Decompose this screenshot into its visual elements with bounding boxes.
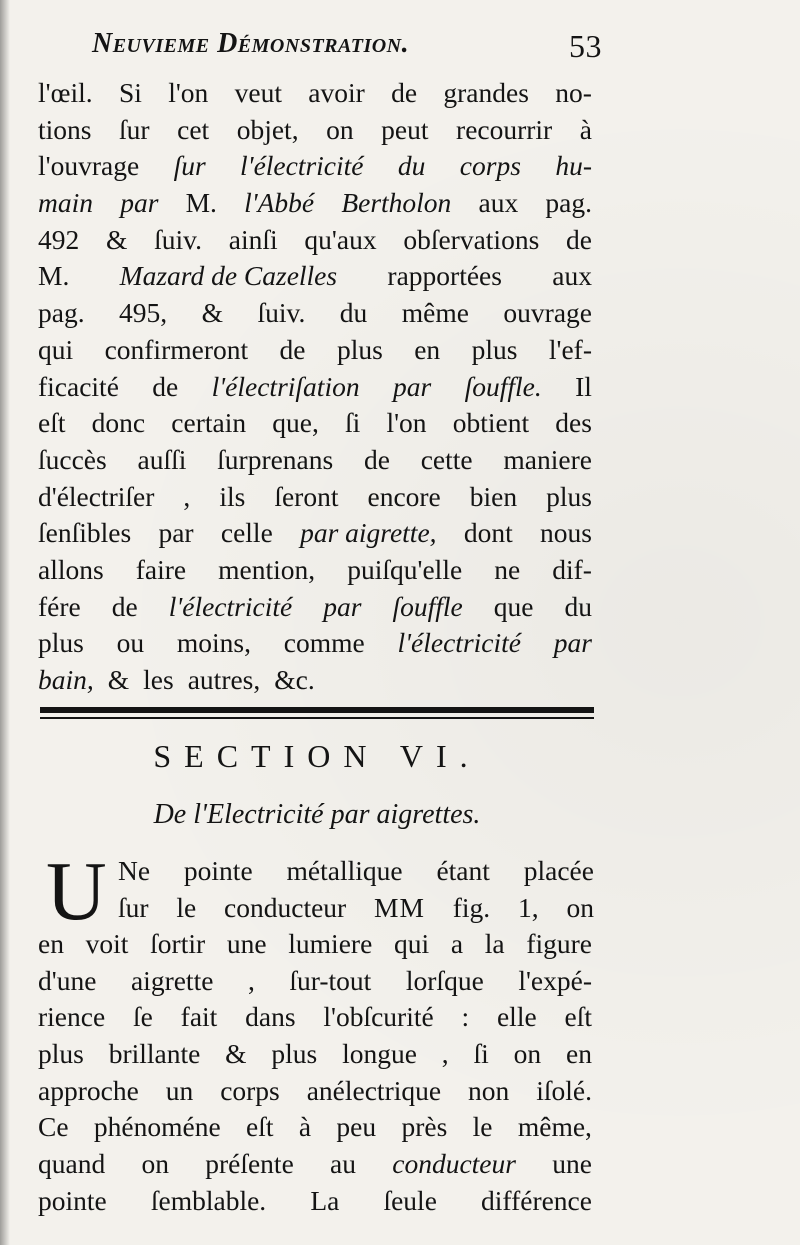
word: on <box>513 1038 542 1070</box>
word: ſur <box>118 891 149 923</box>
word: par <box>553 627 592 659</box>
text-line <box>38 442 592 479</box>
word: l'œil. <box>38 77 93 108</box>
word: une <box>226 928 267 959</box>
word: par <box>120 187 159 219</box>
word: plus <box>38 1038 84 1070</box>
word: recourrir <box>456 113 553 145</box>
word: de <box>111 590 138 622</box>
word: MM <box>374 891 425 923</box>
word: ouvrage <box>503 297 592 329</box>
running-title: Neuvieme Démonstration. <box>92 28 410 59</box>
word: longue <box>342 1038 417 1070</box>
word: & <box>225 1038 247 1070</box>
word: de <box>566 223 592 255</box>
word: Si <box>118 77 142 108</box>
text-line <box>38 222 592 259</box>
text-line <box>38 589 592 626</box>
text-line <box>38 926 592 963</box>
word: de <box>363 443 390 475</box>
word: main <box>38 187 93 219</box>
word: phénoméne <box>93 1111 221 1143</box>
word: métallique <box>286 855 403 886</box>
word: d'électriſer <box>38 480 155 512</box>
word: même, <box>517 1111 592 1143</box>
word: Il <box>575 370 592 402</box>
word: ſe <box>132 1001 153 1033</box>
word: en <box>565 1038 592 1070</box>
text-line <box>38 185 592 222</box>
text-line <box>38 1036 592 1073</box>
word: avoir <box>308 77 365 108</box>
word: dont <box>463 517 513 549</box>
word: M. <box>38 260 70 292</box>
word: eſt <box>246 1111 274 1143</box>
text-line <box>38 332 592 369</box>
section-rule-thin <box>40 717 594 719</box>
text-line <box>38 515 592 552</box>
page-number: 53 <box>569 28 602 64</box>
word: 492 <box>38 223 80 255</box>
word: en <box>38 928 64 959</box>
word: 1, <box>518 891 539 923</box>
section-rule-thick <box>40 707 594 713</box>
word: l'expé- <box>518 964 592 996</box>
word: par <box>392 370 432 402</box>
paragraph-2 <box>38 926 592 1220</box>
word: du <box>564 590 592 622</box>
word: corps <box>220 1074 280 1106</box>
text-line <box>38 625 592 662</box>
word: cet <box>177 113 210 145</box>
word: l'on <box>386 407 427 439</box>
word: pag. <box>38 297 85 329</box>
word: les <box>143 664 174 695</box>
word: eſt <box>38 407 66 439</box>
word: ou <box>116 627 145 659</box>
word: le <box>472 1111 493 1143</box>
word: on <box>326 113 354 145</box>
word: approche <box>38 1074 139 1106</box>
word: fére <box>38 590 81 622</box>
paragraph-2-indented <box>118 853 594 926</box>
word: ſur <box>119 113 150 145</box>
word: qui <box>38 333 74 365</box>
word: peu <box>336 1111 377 1143</box>
word: a <box>450 928 464 959</box>
word: voit <box>85 928 129 959</box>
word: elle <box>496 1001 537 1033</box>
word: fig. <box>452 891 491 923</box>
word: maniere <box>503 443 592 475</box>
text-line <box>38 552 592 589</box>
word: certain <box>171 407 247 439</box>
word: différence <box>481 1184 592 1216</box>
word: l'ouvrage <box>38 150 140 182</box>
word: cette <box>420 443 473 475</box>
word: fait <box>180 1001 218 1033</box>
text-line <box>38 405 592 442</box>
word: eſt <box>564 1001 592 1033</box>
word: ils <box>219 480 246 512</box>
word: rapportées <box>387 260 502 292</box>
text-line <box>38 295 592 332</box>
word: lorſque <box>405 964 484 996</box>
word: pointe <box>38 1184 107 1216</box>
word: corps <box>459 150 521 182</box>
word: plus <box>38 627 84 659</box>
word: du <box>339 297 368 329</box>
word: encore <box>367 480 441 512</box>
text-line <box>38 112 592 149</box>
word: : <box>461 1001 470 1033</box>
word: donc <box>91 407 146 439</box>
word: confirmeront <box>104 333 249 365</box>
word: placée <box>523 855 594 886</box>
word: Mazard de Cazelles <box>119 260 338 292</box>
word: allons <box>38 553 104 585</box>
drop-cap: U <box>46 845 107 938</box>
word: de <box>279 333 306 365</box>
word: lumiere <box>288 928 373 959</box>
word: de <box>391 77 418 108</box>
word: rience <box>38 1001 106 1033</box>
running-head <box>92 28 602 78</box>
word: qui <box>393 928 430 959</box>
text-line <box>38 1073 592 1110</box>
word: dif- <box>552 553 592 585</box>
word: ſurprenans <box>217 443 334 475</box>
word: peut <box>381 113 429 145</box>
text-line <box>38 999 592 1036</box>
word: préſente <box>205 1148 294 1180</box>
word: veut <box>234 77 282 108</box>
word: l'obſcurité <box>323 1001 434 1033</box>
word: même <box>401 297 469 329</box>
gutter-shadow <box>0 0 10 1245</box>
word: ne <box>494 553 521 585</box>
word: La <box>310 1184 340 1216</box>
word: un <box>165 1074 194 1106</box>
word: & <box>201 297 224 329</box>
word: ſur-tout <box>289 964 372 996</box>
word: faire <box>135 553 187 585</box>
word: de <box>152 370 179 402</box>
word: près <box>401 1111 448 1143</box>
word: ſemblable. <box>150 1184 267 1216</box>
text-line <box>38 148 592 185</box>
word: conducteur <box>392 1148 516 1180</box>
word: , <box>247 964 255 996</box>
paragraph-1 <box>38 75 592 699</box>
text-line <box>38 75 592 112</box>
word: bain, <box>38 664 94 695</box>
word: objet, <box>236 113 299 145</box>
text-line <box>38 479 592 516</box>
word: quand <box>38 1148 106 1180</box>
word: ſouffle <box>392 590 463 622</box>
word: autres, <box>187 664 261 695</box>
word: l'électricité <box>240 150 364 182</box>
word: étant <box>436 855 490 886</box>
word: par <box>158 517 194 549</box>
word: Bertholon <box>341 187 452 219</box>
word: , <box>441 1038 449 1070</box>
text-line <box>38 258 592 295</box>
word: nous <box>539 517 592 549</box>
text-line <box>118 853 594 890</box>
word: & <box>106 223 128 255</box>
word: bien <box>469 480 518 512</box>
word: ſouffle. <box>464 370 542 402</box>
word: aux <box>478 187 519 219</box>
word: ſuiv. <box>154 223 203 255</box>
word: brillante <box>108 1038 201 1070</box>
word: en <box>414 333 441 365</box>
word: plus <box>546 480 592 512</box>
word: obtient <box>452 407 530 439</box>
word: la <box>484 928 505 959</box>
word: des <box>555 407 592 439</box>
word: dans <box>245 1001 296 1033</box>
word: mention, <box>218 553 316 585</box>
word: l'Abbé <box>244 187 315 219</box>
word: ſeule <box>383 1184 437 1216</box>
word: qu'aux <box>304 223 377 255</box>
word: l'électricité <box>168 590 293 622</box>
word: conducteur <box>224 891 347 923</box>
word: ſeront <box>274 480 339 512</box>
word: hu- <box>555 150 592 182</box>
word: &c. <box>274 664 315 695</box>
word: par aigrette, <box>300 517 437 549</box>
word: Ne <box>118 855 151 886</box>
word: aux <box>552 260 592 292</box>
text-line <box>38 1109 592 1146</box>
text-line <box>38 369 592 406</box>
word: ſi <box>473 1038 489 1070</box>
word: ainſi <box>228 223 278 255</box>
word: l'on <box>168 77 209 108</box>
word: pag. <box>545 187 592 219</box>
word: du <box>397 150 426 182</box>
word: au <box>330 1148 356 1180</box>
word: & <box>107 664 130 695</box>
word: ſuiv. <box>257 297 306 329</box>
text-line <box>38 1183 592 1220</box>
word: que <box>493 590 534 622</box>
word: no- <box>555 77 592 108</box>
word: on <box>141 1148 169 1180</box>
word: l'électricité <box>397 627 521 659</box>
word: plus <box>336 333 383 365</box>
word: l'ef- <box>548 333 592 365</box>
word: comme <box>283 627 365 659</box>
word: grandes <box>443 77 529 108</box>
text-line <box>38 963 592 1000</box>
section-title: SECTION VI. <box>153 738 481 774</box>
word: auſſi <box>137 443 187 475</box>
word: plus <box>471 333 518 365</box>
word: ficacité <box>38 370 119 402</box>
word: plus <box>271 1038 318 1070</box>
word: tions <box>38 113 92 145</box>
word: le <box>176 891 197 923</box>
word: ſenſibles <box>38 517 132 549</box>
word: on <box>566 891 594 923</box>
word: 495, <box>119 297 168 329</box>
word: figure <box>526 928 592 959</box>
word: obſervations <box>403 223 540 255</box>
word: ſuccès <box>38 443 107 475</box>
text-line <box>38 662 592 699</box>
section-subtitle: De l'Electricité par aigrettes. <box>153 799 481 830</box>
word: anélectrique <box>306 1074 442 1106</box>
word: non <box>468 1074 510 1106</box>
word: l'électriſation <box>211 370 360 402</box>
word: une <box>552 1148 592 1180</box>
word: d'une <box>38 964 97 996</box>
word: celle <box>220 517 273 549</box>
word: M. <box>185 187 217 219</box>
word: , <box>183 480 191 512</box>
word: moins, <box>176 627 252 659</box>
text-line <box>38 1146 592 1183</box>
word: aigrette <box>130 964 214 996</box>
word: Ce <box>38 1111 69 1143</box>
word: iſolé. <box>536 1074 592 1106</box>
word: puiſqu'elle <box>347 553 463 585</box>
word: par <box>323 590 362 622</box>
word: à <box>298 1111 312 1143</box>
word: que, <box>272 407 319 439</box>
word: ſur <box>173 150 206 182</box>
word: ſortir <box>150 928 206 959</box>
word: à <box>579 113 592 145</box>
text-line <box>118 890 594 927</box>
word: ſi <box>345 407 361 439</box>
word: pointe <box>183 855 253 886</box>
